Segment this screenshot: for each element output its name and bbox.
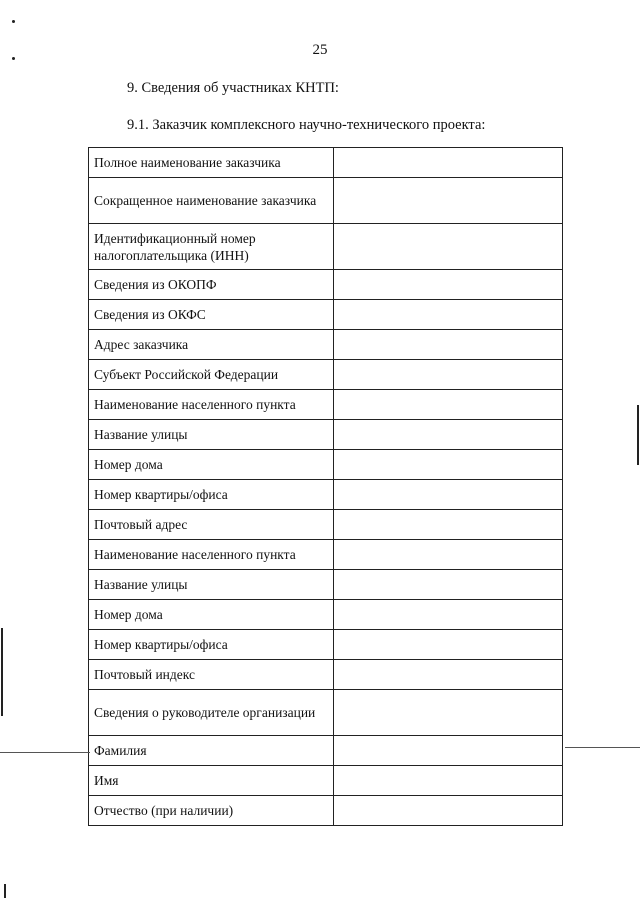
scan-edge-mark <box>4 884 6 898</box>
row-label: Номер дома <box>89 600 334 630</box>
scan-edge-mark <box>1 628 3 716</box>
row-value-cell[interactable] <box>334 330 563 360</box>
row-label: Полное наименование заказчика <box>89 148 334 178</box>
table-row <box>89 796 563 826</box>
row-label: Почтовый адрес <box>89 510 334 540</box>
row-label: Наименование населенного пункта <box>89 540 334 570</box>
table-row <box>89 736 563 766</box>
section-heading: 9. Сведения об участниках КНТП: <box>127 80 339 96</box>
row-label: Фамилия <box>89 736 334 766</box>
row-label: Отчество (при наличии) <box>89 796 334 826</box>
customer-info-table <box>88 147 563 826</box>
row-value-cell[interactable] <box>334 224 563 270</box>
row-label: Идентификационный номер налогоплательщика (ИНН) <box>89 224 334 270</box>
row-value-cell[interactable] <box>334 420 563 450</box>
row-label: Наименование населенного пункта <box>89 390 334 420</box>
table-row <box>89 510 563 540</box>
row-label: Название улицы <box>89 420 334 450</box>
row-value-cell[interactable] <box>334 390 563 420</box>
table-row <box>89 270 563 300</box>
row-value-cell[interactable] <box>334 660 563 690</box>
row-label: Адрес заказчика <box>89 330 334 360</box>
row-label: Сведения из ОКФС <box>89 300 334 330</box>
subsection-heading: 9.1. Заказчик комплексного научно-технического проекта: <box>127 117 486 133</box>
page-number: 25 <box>312 42 328 58</box>
scan-edge-mark <box>637 405 639 465</box>
scan-line-left <box>0 752 90 753</box>
row-value-cell[interactable] <box>334 300 563 330</box>
row-label: Имя <box>89 766 334 796</box>
table-row <box>89 360 563 390</box>
scan-dot-mark <box>12 57 15 60</box>
scan-dot-mark <box>12 20 15 23</box>
scan-line-right <box>565 747 640 748</box>
row-value-cell[interactable] <box>334 630 563 660</box>
row-label: Субъект Российской Федерации <box>89 360 334 390</box>
table-row <box>89 630 563 660</box>
row-label: Название улицы <box>89 570 334 600</box>
table-row <box>89 450 563 480</box>
row-value-cell[interactable] <box>334 178 563 224</box>
row-label: Номер квартиры/офиса <box>89 480 334 510</box>
row-label: Сокращенное наименование заказчика <box>89 178 334 224</box>
row-label: Почтовый индекс <box>89 660 334 690</box>
table-row <box>89 480 563 510</box>
row-label: Номер дома <box>89 450 334 480</box>
row-value-cell[interactable] <box>334 796 563 826</box>
table-row <box>89 300 563 330</box>
table-row <box>89 178 563 224</box>
row-value-cell[interactable] <box>334 540 563 570</box>
row-value-cell[interactable] <box>334 480 563 510</box>
table-row <box>89 690 563 736</box>
row-label: Номер квартиры/офиса <box>89 630 334 660</box>
table-row <box>89 420 563 450</box>
table-row <box>89 540 563 570</box>
table-row <box>89 766 563 796</box>
row-value-cell[interactable] <box>334 766 563 796</box>
table-row <box>89 390 563 420</box>
table-row <box>89 330 563 360</box>
row-value-cell[interactable] <box>334 270 563 300</box>
row-label: Сведения о руководителе организации <box>89 690 334 736</box>
row-value-cell[interactable] <box>334 690 563 736</box>
row-value-cell[interactable] <box>334 360 563 390</box>
row-value-cell[interactable] <box>334 736 563 766</box>
row-value-cell[interactable] <box>334 600 563 630</box>
table-row <box>89 600 563 630</box>
table-row <box>89 570 563 600</box>
row-value-cell[interactable] <box>334 510 563 540</box>
row-value-cell[interactable] <box>334 148 563 178</box>
table-row <box>89 148 563 178</box>
row-value-cell[interactable] <box>334 570 563 600</box>
row-value-cell[interactable] <box>334 450 563 480</box>
table-row <box>89 224 563 270</box>
table-row <box>89 660 563 690</box>
row-label: Сведения из ОКОПФ <box>89 270 334 300</box>
